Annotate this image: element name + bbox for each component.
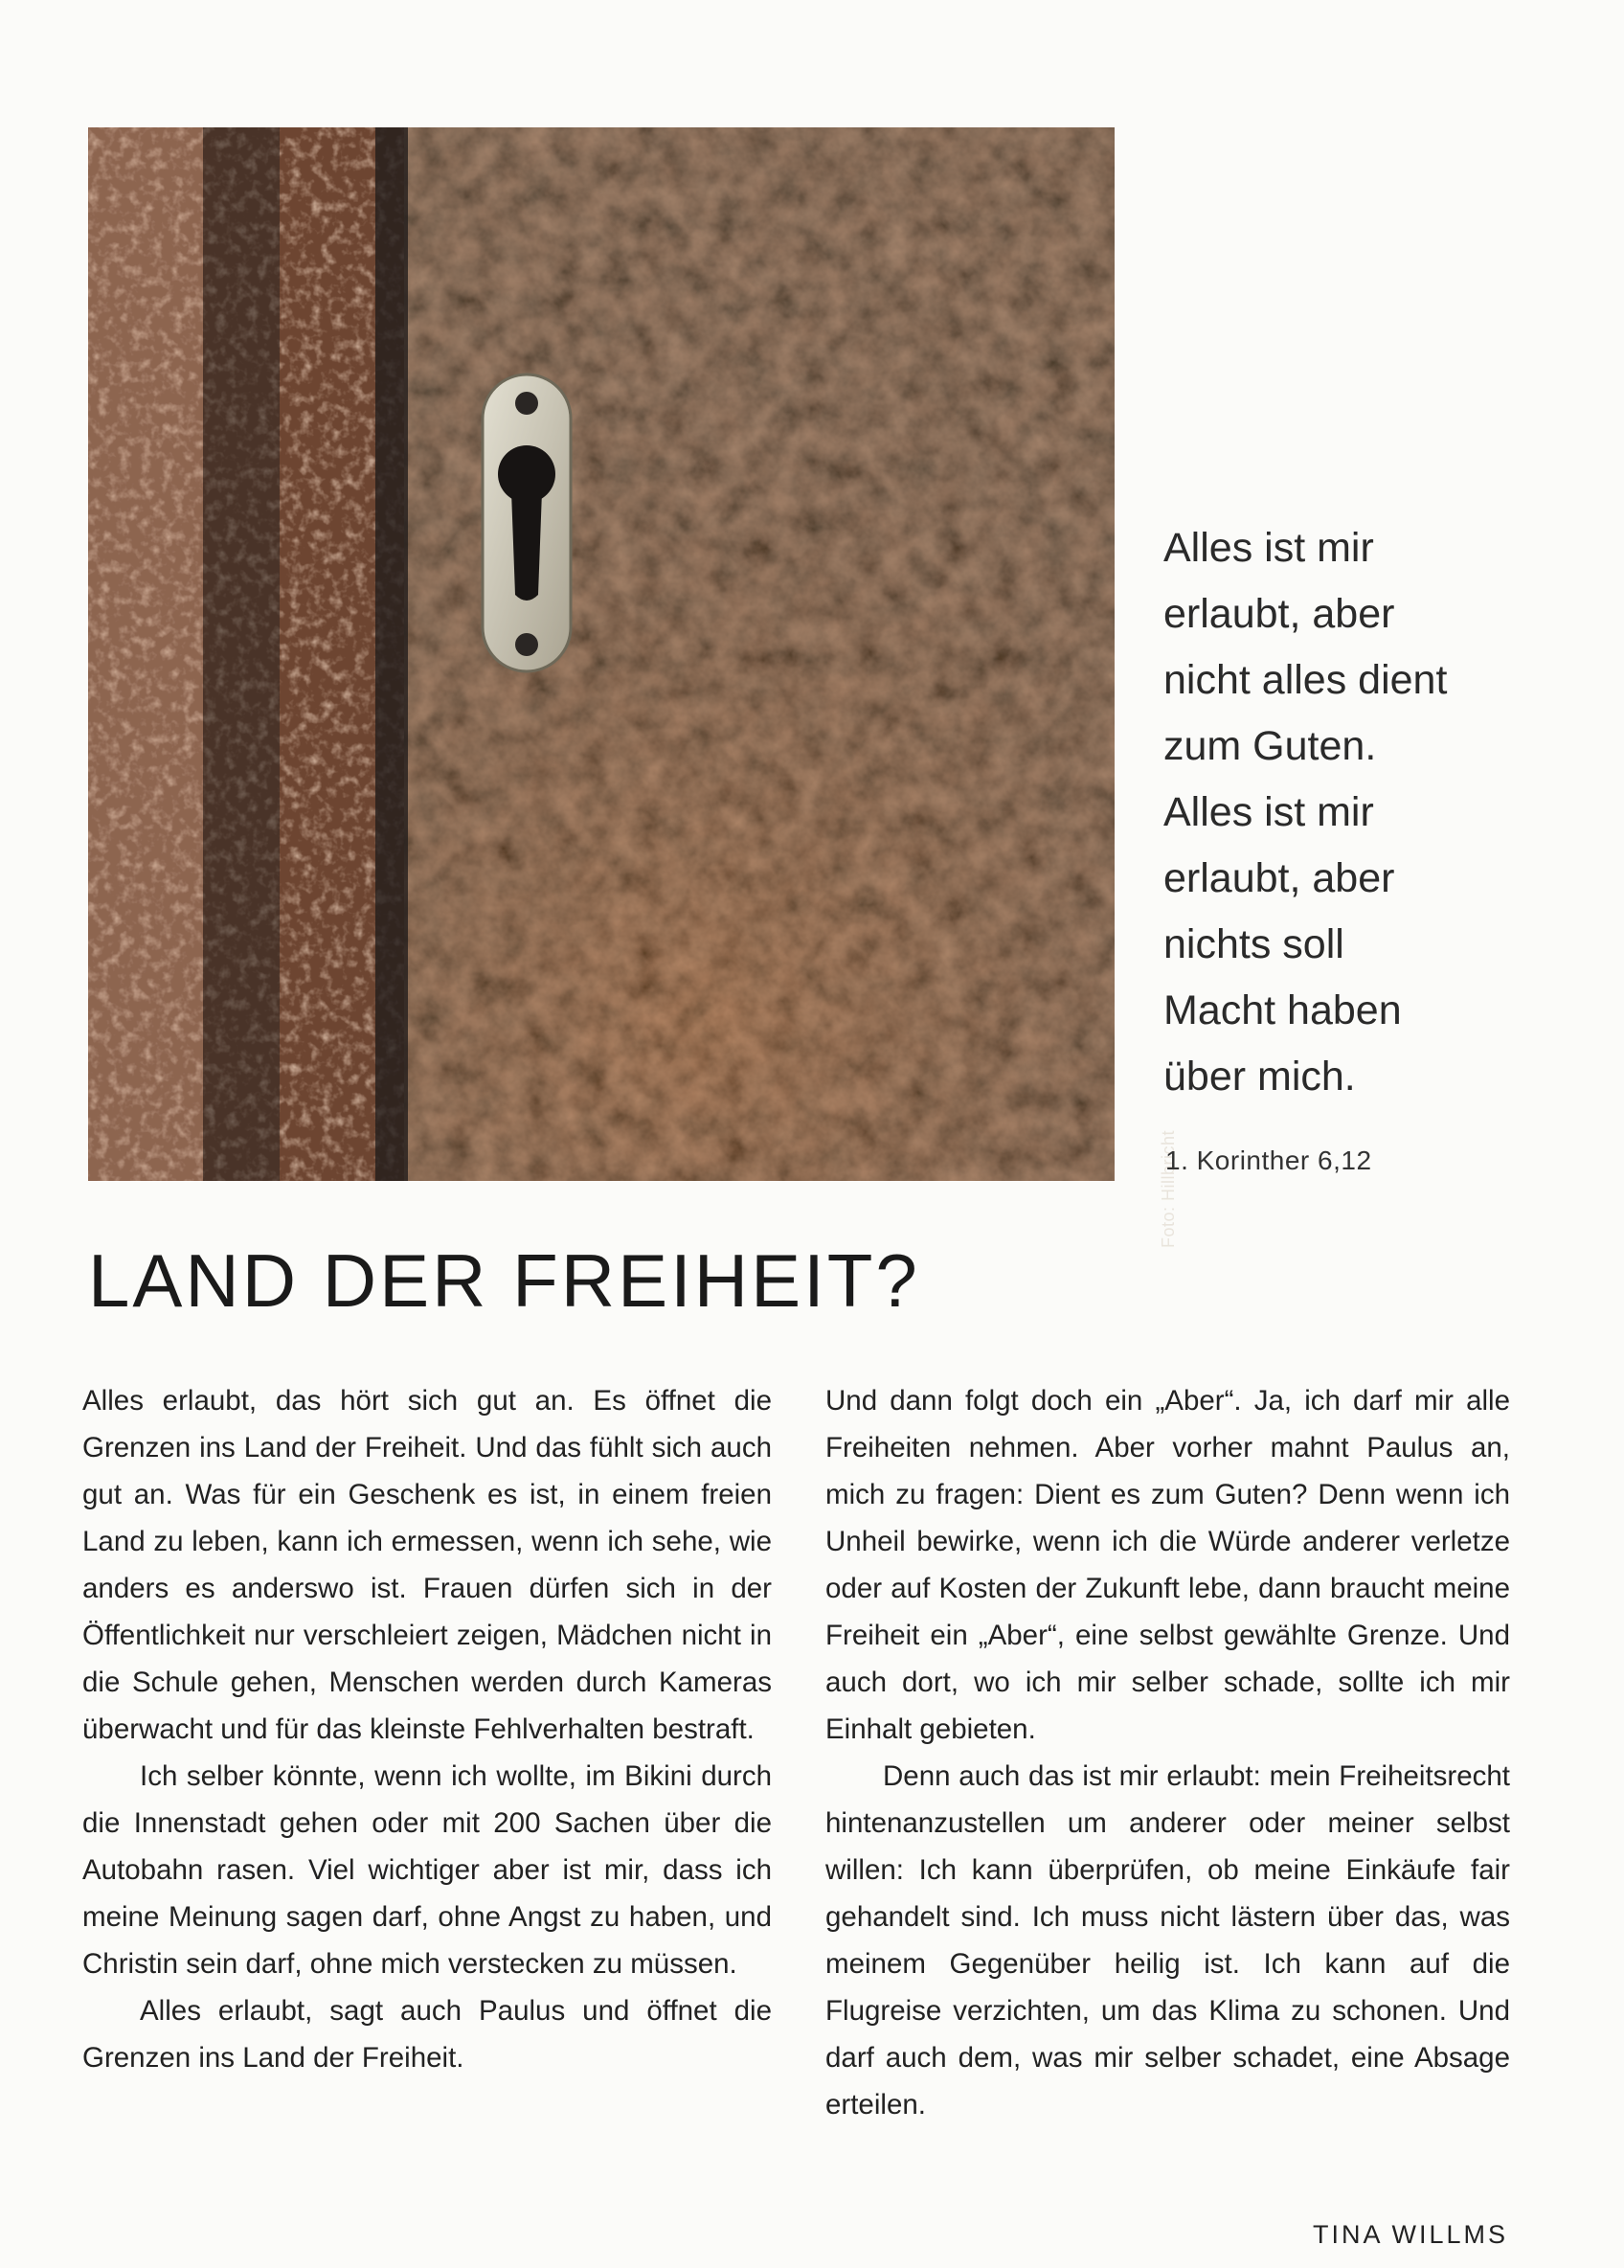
paragraph: Alles erlaubt, das hört sich gut an. Es öffnet die Grenzen ins Land der Freiheit. Und das fühlt sich auch gut an. Was für ein Geschenk es ist, in einem freien Land zu leben, kann ich ermessen, wenn ich sehe, wie anders es anderswo ist. Frauen dürfen sich in der Öffentlichkeit nur verschleiert zeigen, Mädchen nicht in die Schule gehen, Menschen werden durch Kameras überwacht und für das kleinste Fehlverhalten bestraft. <box>82 1385 772 1745</box>
keyhole-plate <box>483 374 571 671</box>
paragraph: Und dann folgt doch ein „Aber“. Ja, ich darf mir alle Freiheiten nehmen. Aber vorher mahnt Paulus an, mich zu fragen: Dient es zum Guten? Denn wenn ich Unheil bewirke, wenn ich die Würde anderer verletze oder auf Kosten der Zukunft lebe, dann braucht meine Freiheit ein „Aber“, eine selbst gewählte Grenze. Und auch dort, wo ich mir selber schade, sollte ich mir Einhalt gebieten. <box>825 1385 1510 1745</box>
paragraph: Ich selber könnte, wenn ich wollte, im Bikini durch die Innenstadt gehen oder mit 200 Sachen über die Autobahn rasen. Viel wichtiger aber ist mir, dass ich meine Meinung sagen darf, ohne Angst zu haben, und Christin sein darf, ohne mich verstecken zu müssen. <box>82 1760 772 1980</box>
article-photo <box>88 127 1178 1248</box>
article-headline: LAND DER FREIHEIT? <box>88 1238 920 1323</box>
quote-line: nicht alles dient <box>1163 657 1448 703</box>
quote-line: Alles ist mir <box>1163 789 1374 835</box>
quote-line: Macht haben <box>1163 987 1402 1033</box>
quote-line: nichts soll <box>1163 921 1344 967</box>
quote-line: erlaubt, aber <box>1163 591 1395 637</box>
quote-line: über mich. <box>1163 1054 1356 1100</box>
paragraph: Denn auch das ist mir erlaubt: mein Freiheitsrecht hintenanzustellen um anderer oder meiner selbst willen: Ich kann überprüfen, ob meine Einkäufe fair gehandelt sind. Ich muss nicht lästern über das, was meinem Gegenüber heilig ist. Ich kann auf die Flugreise verzichten, um das Klima zu schonen. Und darf auch dem, was mir selber schadet, eine Absage erteilen. <box>825 1760 1510 2121</box>
article-column-right <box>825 1377 1510 2128</box>
article-column-left <box>82 1377 772 2081</box>
quote-reference: 1. Korinther 6,12 <box>1165 1145 1372 1175</box>
paragraph: Alles erlaubt, sagt auch Paulus und öffnet die Grenzen ins Land der Freiheit. <box>82 1995 772 2074</box>
rusty-door-image <box>88 127 1115 1181</box>
bible-quote <box>1163 515 1479 1110</box>
quote-line: Alles ist mir <box>1163 525 1374 571</box>
quote-line: zum Guten. <box>1163 723 1377 769</box>
quote-line: erlaubt, aber <box>1163 855 1395 901</box>
author-name: TINA WILLMS <box>1313 2220 1509 2249</box>
photo-credit: Foto: Hillbricht <box>1159 1129 1178 1248</box>
